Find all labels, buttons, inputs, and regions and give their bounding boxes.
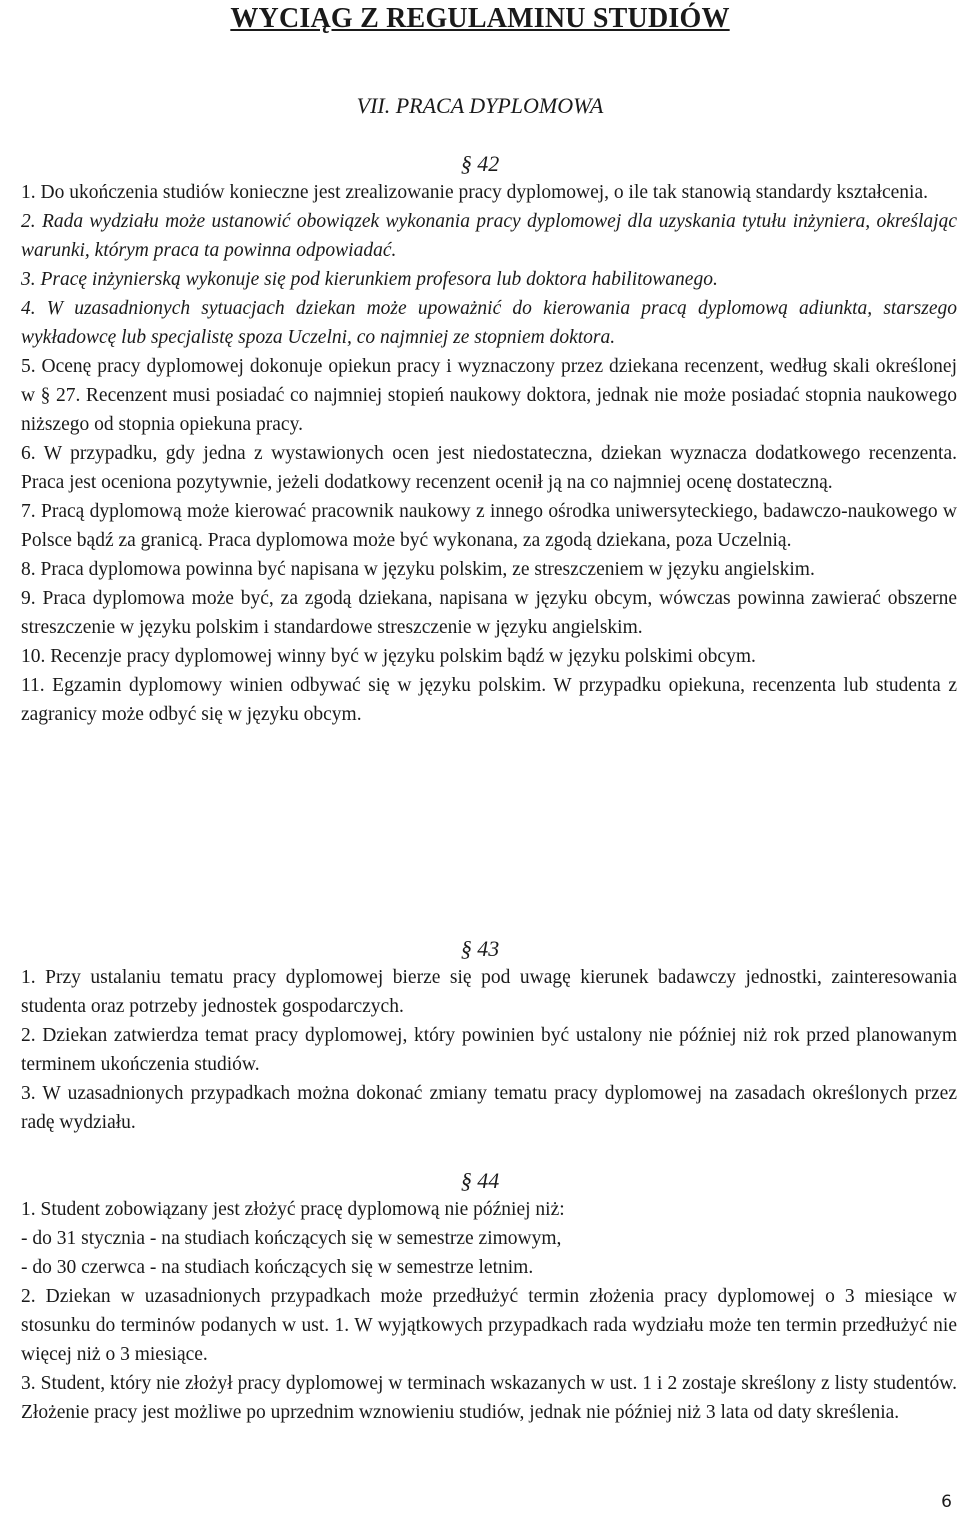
list-item: - do 30 czerwca - na studiach kończących się w semestrze letnim. xyxy=(21,1257,534,1278)
paragraph: 3. W uzasadnionych przypadkach można dokonać zmiany tematu pracy dyplomowej na zasadach określonych przez radę wydziału. xyxy=(21,1083,957,1133)
list-item: - do 31 stycznia - na studiach kończących się w semestrze zimowym, xyxy=(21,1228,562,1249)
section-heading-43: § 43 xyxy=(460,936,500,961)
paragraph: 9. Praca dyplomowa może być, za zgodą dziekana, napisana w języku obcym, wówczas powinna zawierać obszerne streszczenie w języku polskim i standardowe streszczenie w języku angielskim. xyxy=(21,588,957,638)
section-44-body xyxy=(21,1195,957,1427)
paragraph: 1. Student zobowiązany jest złożyć pracę dyplomową nie później niż: xyxy=(21,1199,565,1220)
section-43-body xyxy=(21,963,957,1137)
paragraph: 10. Recenzje pracy dyplomowej winny być w języku polskim bądź w języku polskimi obcym. xyxy=(21,646,756,667)
page-number: 6 xyxy=(941,1492,952,1512)
paragraph: 2. Dziekan w uzasadnionych przypadkach może przedłużyć termin złożenia pracy dyplomowej o 3 miesiące w stosunku do terminów podanych w ust. 1. W wyjątkowych przypadkach rada wydziału może ten termin przedłużyć nie więcej niż o 3 miesiące. xyxy=(21,1286,957,1365)
section-42-body xyxy=(21,178,957,729)
paragraph: 2. Dziekan zatwierdza temat pracy dyplomowej, który powinien być ustalony nie później niż rok przed planowanym terminem ukończenia studiów. xyxy=(21,1025,957,1075)
chapter-heading: VII. PRACA DYPLOMOWA xyxy=(356,93,604,118)
section-heading-44: § 44 xyxy=(460,1168,500,1193)
paragraph: 5. Ocenę pracy dyplomowej dokonuje opiekun pracy i wyznaczony przez dziekana recenzent, według skali określonej w § 27. Recenzent musi posiadać co najmniej stopień naukowy doktora, jednak nie może posiadać stopnia naukowego niższego od stopnia opiekuna pracy. xyxy=(21,356,957,435)
section-heading-42: § 42 xyxy=(460,151,500,176)
paragraph: 2. Rada wydziału może ustanowić obowiązek wykonania pracy dyplomowej dla uzyskania tytułu inżyniera, określając warunki, którym praca ta powinna odpowiadać. xyxy=(21,211,957,261)
paragraph: 6. W przypadku, gdy jedna z wystawionych ocen jest niedostateczna, dziekan wyznacza dodatkowego recenzenta. Praca jest oceniona pozytywnie, jeżeli dodatkowy recenzent ocenił ją na co najmniej ocenę dostateczną. xyxy=(21,443,957,493)
paragraph: 3. Student, który nie złożył pracy dyplomowej w terminach wskazanych w ust. 1 i 2 zostaje skreślony z listy studentów. Złożenie pracy jest możliwe po uprzednim wznowieniu studiów, jednak nie później niż 3 lata od daty skreślenia. xyxy=(21,1373,957,1423)
paragraph: 8. Praca dyplomowa powinna być napisana w języku polskim, ze streszczeniem w języku angielskim. xyxy=(21,559,815,580)
paragraph: 11. Egzamin dyplomowy winien odbywać się w języku polskim. W przypadku opiekuna, recenzenta lub studenta z zagranicy może odbyć się w języku obcym. xyxy=(21,675,957,725)
paragraph: 1. Do ukończenia studiów konieczne jest zrealizowanie pracy dyplomowej, o ile tak stanowią standardy kształcenia. xyxy=(21,182,928,203)
paragraph: 4. W uzasadnionych sytuacjach dziekan może upoważnić do kierowania pracą dyplomową adiunkta, starszego wykładowcę lub specjalistę spoza Uczelni, co najmniej ze stopniem doktora. xyxy=(21,298,957,348)
paragraph: 3. Pracę inżynierską wykonuje się pod kierunkiem profesora lub doktora habilitowanego. xyxy=(21,269,718,290)
paragraph: 7. Pracą dyplomową może kierować pracownik naukowy z innego ośrodka uniwersyteckiego, badawczo-naukowego w Polsce bądź za granicą. Praca dyplomowa może być wykonana, za zgodą dziekana, poza Uczelnią. xyxy=(21,501,957,551)
paragraph: 1. Przy ustalaniu tematu pracy dyplomowej bierze się pod uwagę kierunek badawczy jednostki, zainteresowania studenta oraz potrzeby jednostek gospodarczych. xyxy=(21,967,957,1017)
document-title: WYCIĄG Z REGULAMINU STUDIÓW xyxy=(230,3,730,34)
